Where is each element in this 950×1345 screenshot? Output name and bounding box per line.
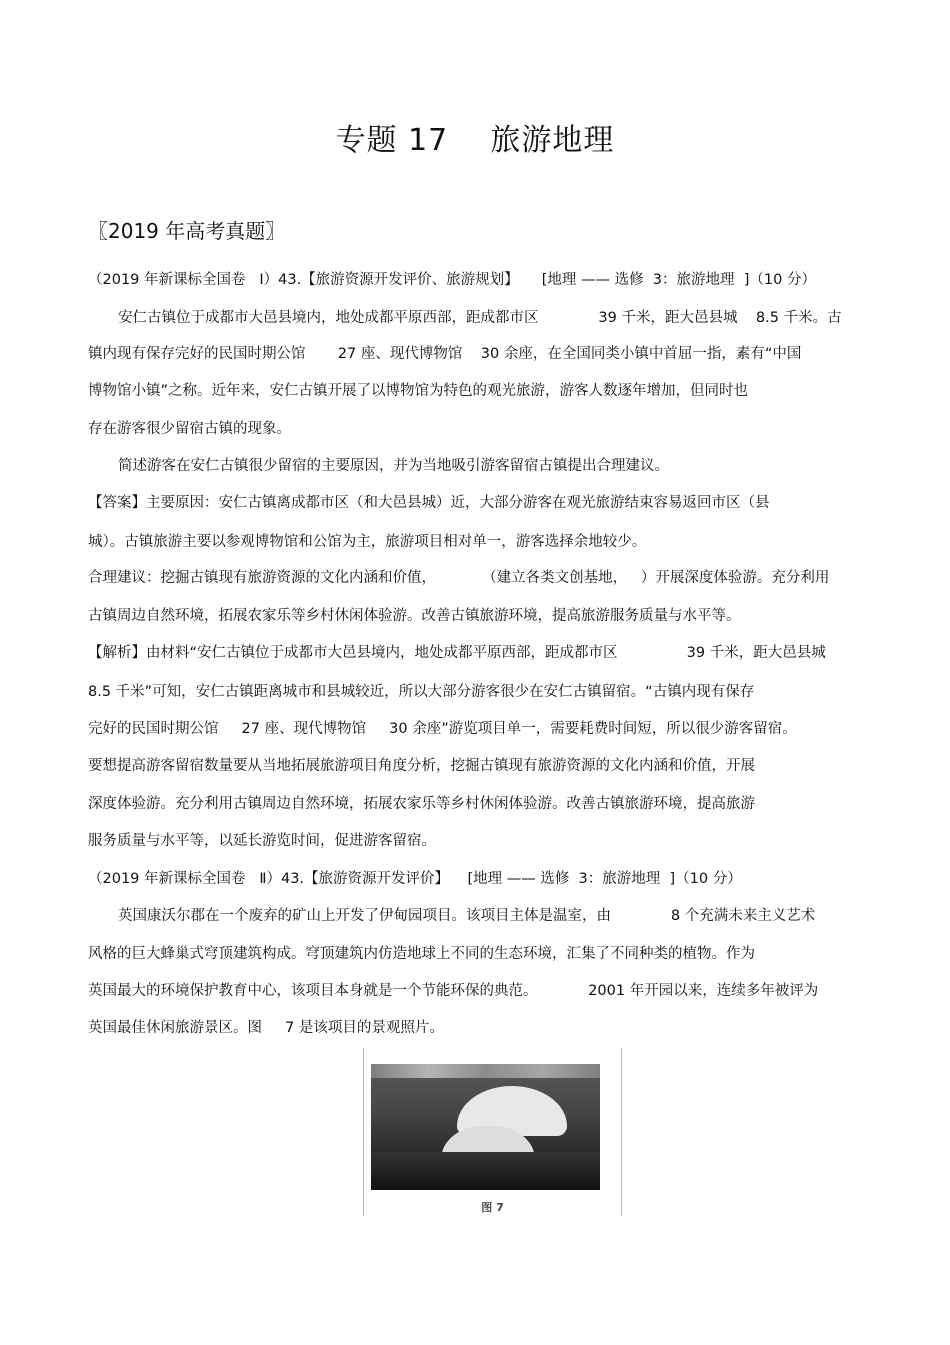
section-heading: 〖2019 年高考真题〗 bbox=[88, 219, 286, 243]
text-line: 镇内现有保存完好的民国时期公馆 27 座、现代博物馆 30 余座，在全国同类小镇中首屈一指，素有“中国 bbox=[88, 346, 802, 362]
text-line: 完好的民国时期公馆 27 座、现代博物馆 30 余座”游览项目单一，需要耗费时间短，所以很少游客留宿。 bbox=[88, 721, 797, 737]
text-line: 古镇周边自然环境，拓展农家乐等乡村休闲体验游。改善古镇旅游环境，提高旅游服务质量与水平等。 bbox=[88, 608, 741, 624]
text-line: （2019 年新课标全国卷 Ⅱ）43.【旅游资源开发评价】 [地理 —— 选修 3：旅游地理 ]（10 分） bbox=[88, 871, 742, 887]
text-line: 英国最大的环境保护教育中心，该项目本身就是一个节能环保的典范。 2001 年开园以来，连续多年被评为 bbox=[88, 983, 819, 999]
text-line: 要想提高游客留宿数量要从当地拓展旅游项目角度分析，挖掘古镇现有旅游资源的文化内涵和价值，开展 bbox=[88, 758, 755, 774]
text-line: （2019 年新课标全国卷 Ⅰ）43.【旅游资源开发评价、旅游规划】 [地理 —— 选修 3：旅游地理 ]（10 分） bbox=[88, 272, 816, 288]
text-line: 存在游客很少留宿古镇的现象。 bbox=[88, 421, 291, 437]
text-line: 深度体验游。充分利用古镇周边自然环境，拓展农家乐等乡村休闲体验游。改善古镇旅游环境，提高旅游 bbox=[88, 796, 755, 812]
text-line: 合理建议：挖掘古镇现有旅游资源的文化内涵和价值， （建立各类文创基地， ）开展深度体验游。充分利用 bbox=[88, 570, 830, 586]
page-title: 专题 17 旅游地理 bbox=[335, 123, 615, 158]
text-line: 【答案】主要原因：安仁古镇离成都市区（和大邑县城）近，大部分游客在观光旅游结束容易返回市区（县 bbox=[88, 495, 770, 511]
ground-shape bbox=[371, 1152, 600, 1190]
photo-header-strip bbox=[371, 1064, 600, 1078]
text-line: 风格的巨大蜂巢式穹顶建筑构成。穹顶建筑内仿造地球上不同的生态环境，汇集了不同种类的植物。作为 bbox=[88, 946, 755, 962]
text-line: 服务质量与水平等，以延长游览时间，促进游客留宿。 bbox=[88, 833, 436, 849]
text-line: 8.5 千米”可知，安仁古镇距离城市和县城较近，所以大部分游客很少在安仁古镇留宿。“古镇内现有保存 bbox=[88, 684, 755, 700]
text-line: 博物馆小镇”之称。近年来，安仁古镇开展了以博物馆为特色的观光旅游，游客人数逐年增加，但同时也 bbox=[88, 383, 749, 399]
text-line: 英国康沃尔郡在一个废弃的矿山上开发了伊甸园项目。该项目主体是温室，由 8 个充满未来主义艺术 bbox=[118, 908, 816, 924]
text-line: 英国最佳休闲旅游景区。图 7 是该项目的景观照片。 bbox=[88, 1020, 444, 1036]
figure-caption: 图 7 bbox=[481, 1201, 504, 1214]
text-line: 安仁古镇位于成都市大邑县境内，地处成都平原西部，距成都市区 39 千米，距大邑县城 8.5 千米。古 bbox=[118, 310, 842, 326]
figure-7 bbox=[363, 1048, 622, 1216]
text-line: 简述游客在安仁古镇很少留宿的主要原因，并为当地吸引游客留宿古镇提出合理建议。 bbox=[118, 458, 669, 474]
text-line: 城）。古镇旅游主要以参观博物馆和公馆为主，旅游项目相对单一，游客选择余地较少。 bbox=[88, 534, 647, 550]
eden-project-photo bbox=[371, 1064, 600, 1190]
text-line: 【解析】由材料“安仁古镇位于成都市大邑县境内，地处成都平原西部，距成都市区 39 千米，距大邑县城 bbox=[88, 645, 826, 661]
